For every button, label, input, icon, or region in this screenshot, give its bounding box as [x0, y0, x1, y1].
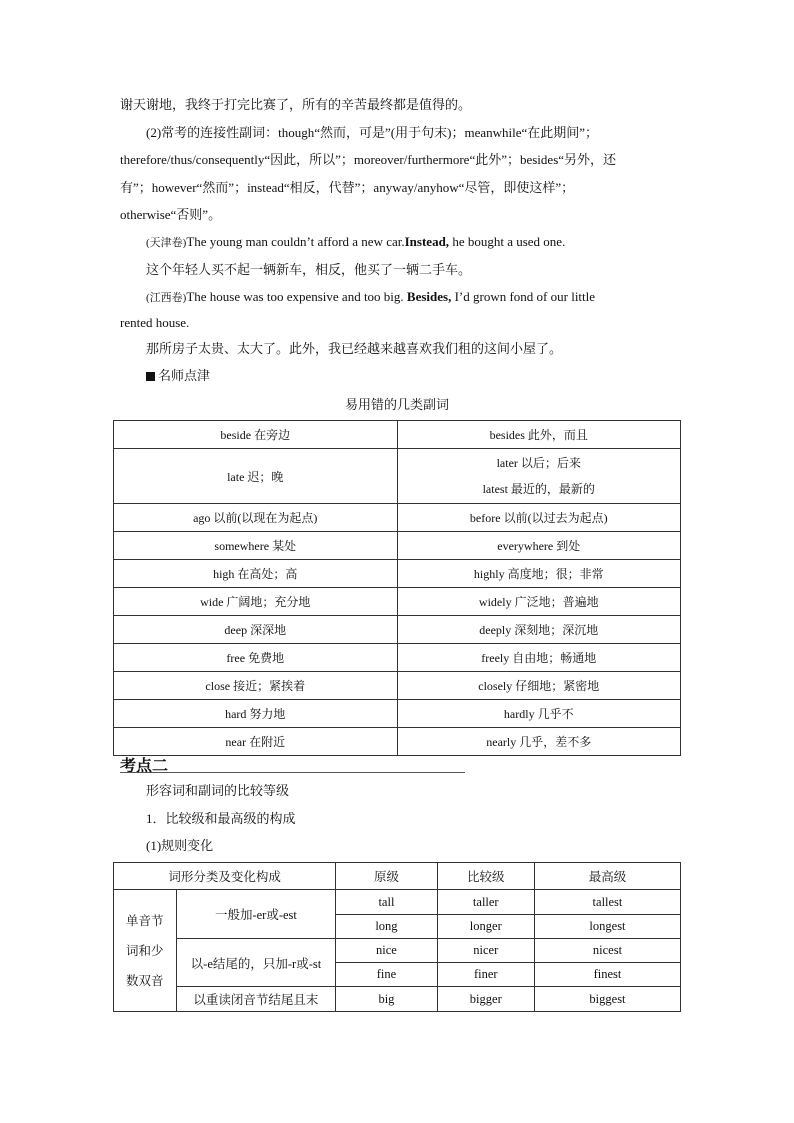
example-sentence-cont: rented house. — [120, 315, 190, 330]
table-cell: bigger — [437, 987, 534, 1012]
table-cell: long — [336, 915, 437, 939]
table-row — [114, 890, 681, 915]
table-header-row — [114, 863, 681, 890]
cell-text: close 接近；紧挨着 — [205, 679, 306, 693]
table-row — [114, 728, 681, 756]
paragraph-line: 谢天谢地，我终于打完比赛了，所有的辛苦最终都是值得的。 — [120, 97, 472, 112]
section-subtitle: 形容词和副词的比较等级 — [146, 783, 290, 798]
group-label-line: 单音节 — [126, 913, 164, 928]
comparison-table — [113, 862, 681, 1012]
table-row — [114, 560, 681, 588]
example-translation: 这个年轻人买不起一辆新车，相反，他买了一辆二手车。 — [146, 262, 472, 277]
cell-text: wide 广阔地；充分地 — [200, 595, 311, 609]
subsection-heading: (1)规则变化 — [146, 838, 214, 853]
table-cell: tall — [336, 890, 437, 915]
cell-text: nearly 几乎，差不多 — [486, 735, 592, 749]
cell-text: everywhere 到处 — [497, 539, 581, 553]
adverb-table — [113, 420, 681, 756]
cell-text: hardly 几乎不 — [503, 707, 574, 721]
cell-text: besides 此外，而且 — [489, 428, 588, 442]
example-text: I’d grown fond of our little — [451, 289, 596, 304]
cell-text: near 在附近 — [225, 735, 286, 749]
header-cell: 最高级 — [534, 863, 680, 890]
example-keyword: Besides, — [406, 289, 452, 304]
cell-text: somewhere 某处 — [214, 539, 297, 553]
table-cell: nicer — [437, 939, 534, 963]
paragraph-line: (2)常考的连接性副词：though“然而，可是”(用于句末)；meanwhile“在此期间”； — [146, 125, 599, 140]
header-cell: 词形分类及变化构成 — [114, 863, 336, 890]
table-cell: big — [336, 987, 437, 1012]
adverb-contrast-cell — [397, 616, 681, 644]
table-row — [114, 504, 681, 532]
cell-text: highly 高度地；很；非常 — [473, 567, 604, 581]
table-cell: nicest — [534, 939, 680, 963]
cell-text: deep 深深地 — [224, 623, 287, 637]
cell-text: widely 广泛地；普遍地 — [478, 595, 599, 609]
adverb-cell — [114, 421, 398, 449]
table-row — [114, 449, 681, 504]
rule-cell: 一般加-er或-est — [176, 890, 336, 939]
adverb-contrast-cell — [397, 421, 681, 449]
example-keyword: Instead, — [404, 234, 450, 249]
table-cell: finer — [437, 963, 534, 987]
paragraph-line: therefore/thus/consequently“因此，所以”；moreover/furthermore“此外”；besides“另外，还 — [120, 152, 617, 167]
table-row — [114, 987, 681, 1012]
adverb-contrast-cell — [397, 728, 681, 756]
table-row — [114, 644, 681, 672]
adverb-cell — [114, 504, 398, 532]
cell-text: ago 以前(以现在为起点) — [193, 511, 318, 525]
adverb-cell — [114, 588, 398, 616]
table-row — [114, 616, 681, 644]
cell-text: deeply 深刻地；深沉地 — [479, 623, 599, 637]
adverb-cell — [114, 672, 398, 700]
adverb-contrast-cell — [397, 504, 681, 532]
adverb-cell — [114, 728, 398, 756]
adverb-cell — [114, 532, 398, 560]
cell-text: late 迟；晚 — [227, 469, 284, 484]
adverb-contrast-cell — [397, 700, 681, 728]
example-text: The house was too expensive and too big. — [186, 289, 407, 304]
table-cell: tallest — [534, 890, 680, 915]
table-cell: taller — [437, 890, 534, 915]
adverb-contrast-cell — [397, 672, 681, 700]
example-text: he bought a used one. — [449, 234, 566, 249]
example-sentence — [146, 288, 706, 307]
paragraph-line: otherwise“否则”。 — [120, 207, 222, 222]
adverb-contrast-cell — [397, 588, 681, 616]
cell-text: hard 努力地 — [225, 707, 286, 721]
table-cell: finest — [534, 963, 680, 987]
section-divider — [120, 772, 465, 773]
header-cell: 原级 — [336, 863, 437, 890]
table-row — [114, 700, 681, 728]
table-row — [114, 421, 681, 449]
table-row — [114, 672, 681, 700]
example-text: The young man couldn’t afford a new car. — [186, 234, 405, 249]
adverb-cell — [114, 700, 398, 728]
rule-cell: 以重读闭音节结尾且末 — [176, 987, 336, 1012]
adverb-contrast-cell — [397, 560, 681, 588]
subsection-heading: 1．比较级和最高级的构成 — [146, 811, 296, 826]
group-label-line: 词和少 — [126, 943, 164, 958]
table-cell: nice — [336, 939, 437, 963]
adverb-contrast-cell — [397, 644, 681, 672]
adverb-cell — [114, 644, 398, 672]
cell-text: closely 仔细地；紧密地 — [478, 679, 600, 693]
cell-text: latest 最近的，最新的 — [482, 482, 595, 496]
table-row — [114, 588, 681, 616]
group-label-line: 数双音 — [126, 973, 164, 988]
tip-label: 名师点津 — [158, 368, 211, 383]
tip-heading — [146, 367, 706, 385]
example-sentence — [146, 233, 706, 252]
table-cell: biggest — [534, 987, 680, 1012]
adverb-contrast-cell — [397, 449, 681, 504]
paragraph-line: 有”；however“然而”；instead“相反，代替”；anyway/anyhow“尽管，即使这样”； — [120, 180, 575, 195]
adverb-cell — [114, 560, 398, 588]
table-cell: fine — [336, 963, 437, 987]
header-cell: 比较级 — [437, 863, 534, 890]
rule-cell: 以-e结尾的，只加-r或-st — [176, 939, 336, 987]
source-tag: (江西卷) — [146, 292, 187, 304]
group-label-cell — [114, 890, 177, 1012]
adverb-contrast-cell — [397, 532, 681, 560]
table-caption: 易用错的几类副词 — [344, 397, 449, 412]
table-row — [114, 532, 681, 560]
source-tag: (天津卷) — [146, 237, 187, 249]
table-cell: longer — [437, 915, 534, 939]
cell-text: beside 在旁边 — [220, 428, 291, 442]
example-translation: 那所房子太贵、太大了。此外，我已经越来越喜欢我们租的这间小屋了。 — [146, 341, 563, 356]
cell-text: before 以前(以过去为起点) — [469, 511, 608, 525]
adverb-cell — [114, 616, 398, 644]
cell-text: free 免费地 — [226, 651, 285, 665]
table-cell: longest — [534, 915, 680, 939]
cell-text: freely 自由地；畅通地 — [481, 651, 597, 665]
cell-text: high 在高处；高 — [213, 567, 298, 581]
square-bullet-icon — [146, 372, 155, 381]
adverb-cell — [114, 449, 398, 504]
table-row — [114, 939, 681, 963]
section-title: 考点二 — [120, 758, 169, 775]
cell-text: later 以后；后来 — [496, 456, 581, 470]
